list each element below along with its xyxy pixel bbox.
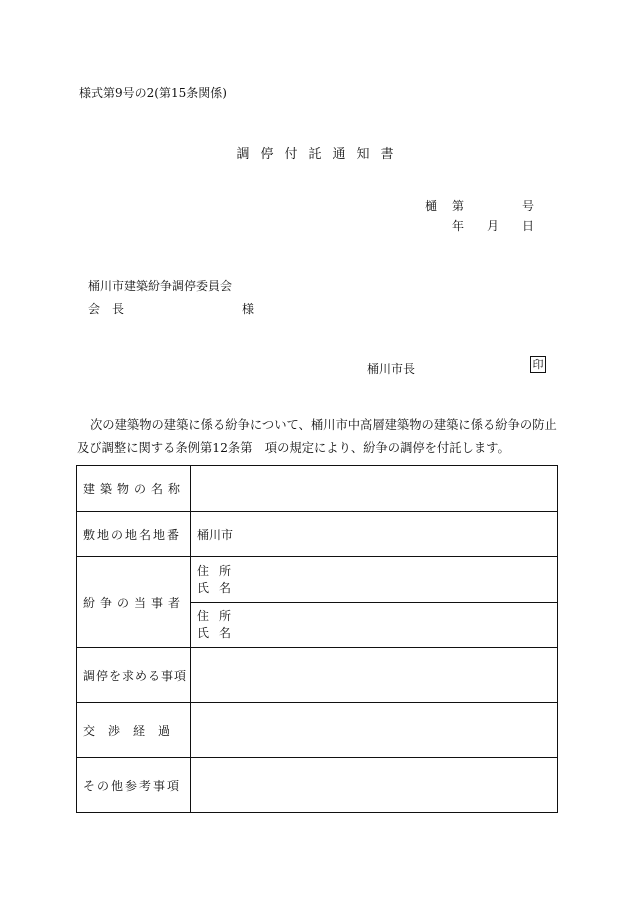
- sender-name: 桶川市長: [367, 362, 416, 376]
- party-1-name-label: 氏名: [197, 580, 242, 595]
- party-1-field[interactable]: [191, 557, 558, 603]
- parties-label: 紛争の当事者: [77, 557, 191, 648]
- reference-dai: 第: [452, 199, 465, 213]
- row-other: [77, 758, 558, 813]
- body-text: 次の建築物の建築に係る紛争について、桶川市中高層建築物の建築に係る紛争の防止及び調整に関する条例第12条第 項の規定により、紛争の調停を付託します。: [77, 418, 557, 455]
- form-number: 様式第9号の2(第15条関係): [79, 86, 227, 100]
- row-site: [77, 512, 558, 557]
- seal-mark: 印: [530, 356, 546, 373]
- building-name-label: 建築物の名称: [77, 466, 191, 512]
- date-year: 年: [452, 219, 465, 233]
- requested-matters-label: 調停を求める事項: [77, 648, 191, 703]
- addressee-honorific: 様: [242, 302, 255, 316]
- negotiation-field[interactable]: [191, 703, 558, 758]
- document-title: 調停付託通知書: [236, 147, 405, 162]
- site-field[interactable]: 桶川市: [191, 512, 558, 557]
- party-1-address-label: 住所: [197, 563, 242, 578]
- addressee-organization: 桶川市建築紛争調停委員会: [88, 279, 233, 293]
- reference-go: 号: [522, 199, 535, 213]
- building-name-field[interactable]: [191, 466, 558, 512]
- row-negotiation: [77, 703, 558, 758]
- other-field[interactable]: [191, 758, 558, 813]
- other-label: その他参考事項: [77, 758, 191, 813]
- addressee-position: 会長: [88, 302, 137, 316]
- reference-prefix: 樋: [425, 199, 438, 213]
- party-2-address-label: 住所: [197, 609, 242, 623]
- party-2-name-label: 氏名: [197, 626, 242, 640]
- row-requested-matters: [77, 648, 558, 703]
- negotiation-label: 交渉経過: [77, 703, 191, 758]
- date-month: 月: [487, 219, 500, 233]
- mediation-form-table: [76, 465, 558, 813]
- requested-matters-field[interactable]: [191, 648, 558, 703]
- date-day: 日: [522, 219, 535, 233]
- row-party-1: [77, 557, 558, 603]
- site-label: 敷地の地名地番: [77, 512, 191, 557]
- party-2-field[interactable]: [191, 603, 558, 648]
- row-building-name: [77, 466, 558, 512]
